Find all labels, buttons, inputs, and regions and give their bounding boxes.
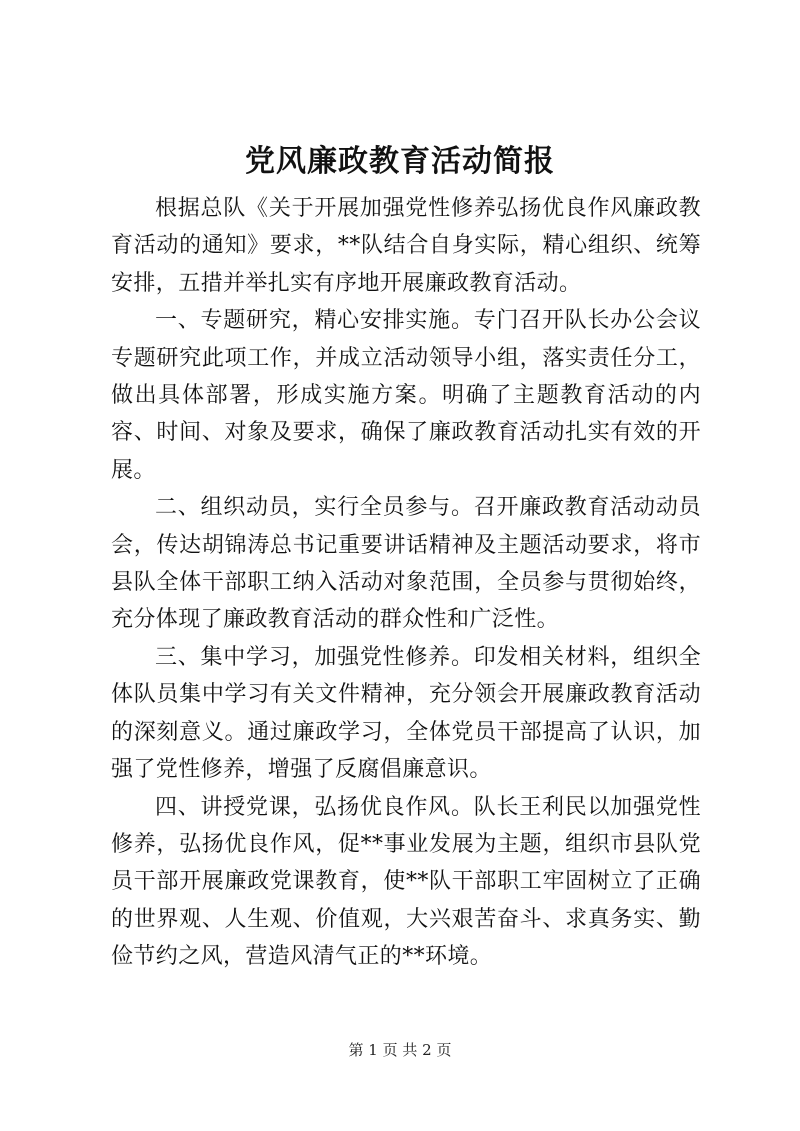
paragraph-section-4: 四、讲授党课，弘扬优良作风。队长王利民以加强党性修养，弘扬优良作风，促**事业发展为主题，组织市县队党员干部开展廉政党课教育，使**队干部职工牢固树立了正确的世界观、人生观、价值观，大兴艰苦奋斗、求真务实、勤俭节约之风，营造风清气正的**环境。 — [111, 794, 701, 970]
document-title: 党风廉政教育活动简报 — [245, 144, 555, 179]
document-body — [111, 190, 701, 976]
paragraph-intro: 根据总队《关于开展加强党性修养弘扬优良作风廉政教育活动的通知》要求，**队结合自身实际，精心组织、统筹安排，五措并举扎实有序地开展廉政教育活动。 — [111, 196, 701, 296]
page-number-footer: 第 1 页 共 2 页 — [348, 1041, 452, 1059]
paragraph-section-2: 二、组织动员，实行全员参与。召开廉政教育活动动员会，传达胡锦涛总书记重要讲话精神及主题活动要求，将市县队全体干部职工纳入活动对象范围，全员参与贯彻始终，充分体现了廉政教育活动的群众性和广泛性。 — [111, 495, 701, 633]
paragraph-section-3: 三、集中学习，加强党性修养。印发相关材料，组织全体队员集中学习有关文件精神，充分领会开展廉政教育活动的深刻意义。通过廉政学习，全体党员干部提高了认识，加强了党性修养，增强了反腐倡廉意识。 — [111, 644, 701, 783]
paragraph-section-1: 一、专题研究，精心安排实施。专门召开队长办公会议专题研究此项工作，并成立活动领导小组，落实责任分工，做出具体部署，形成实施方案。明确了主题教育活动的内容、时间、对象及要求，确保了廉政教育活动扎实有效的开展。 — [111, 308, 701, 483]
